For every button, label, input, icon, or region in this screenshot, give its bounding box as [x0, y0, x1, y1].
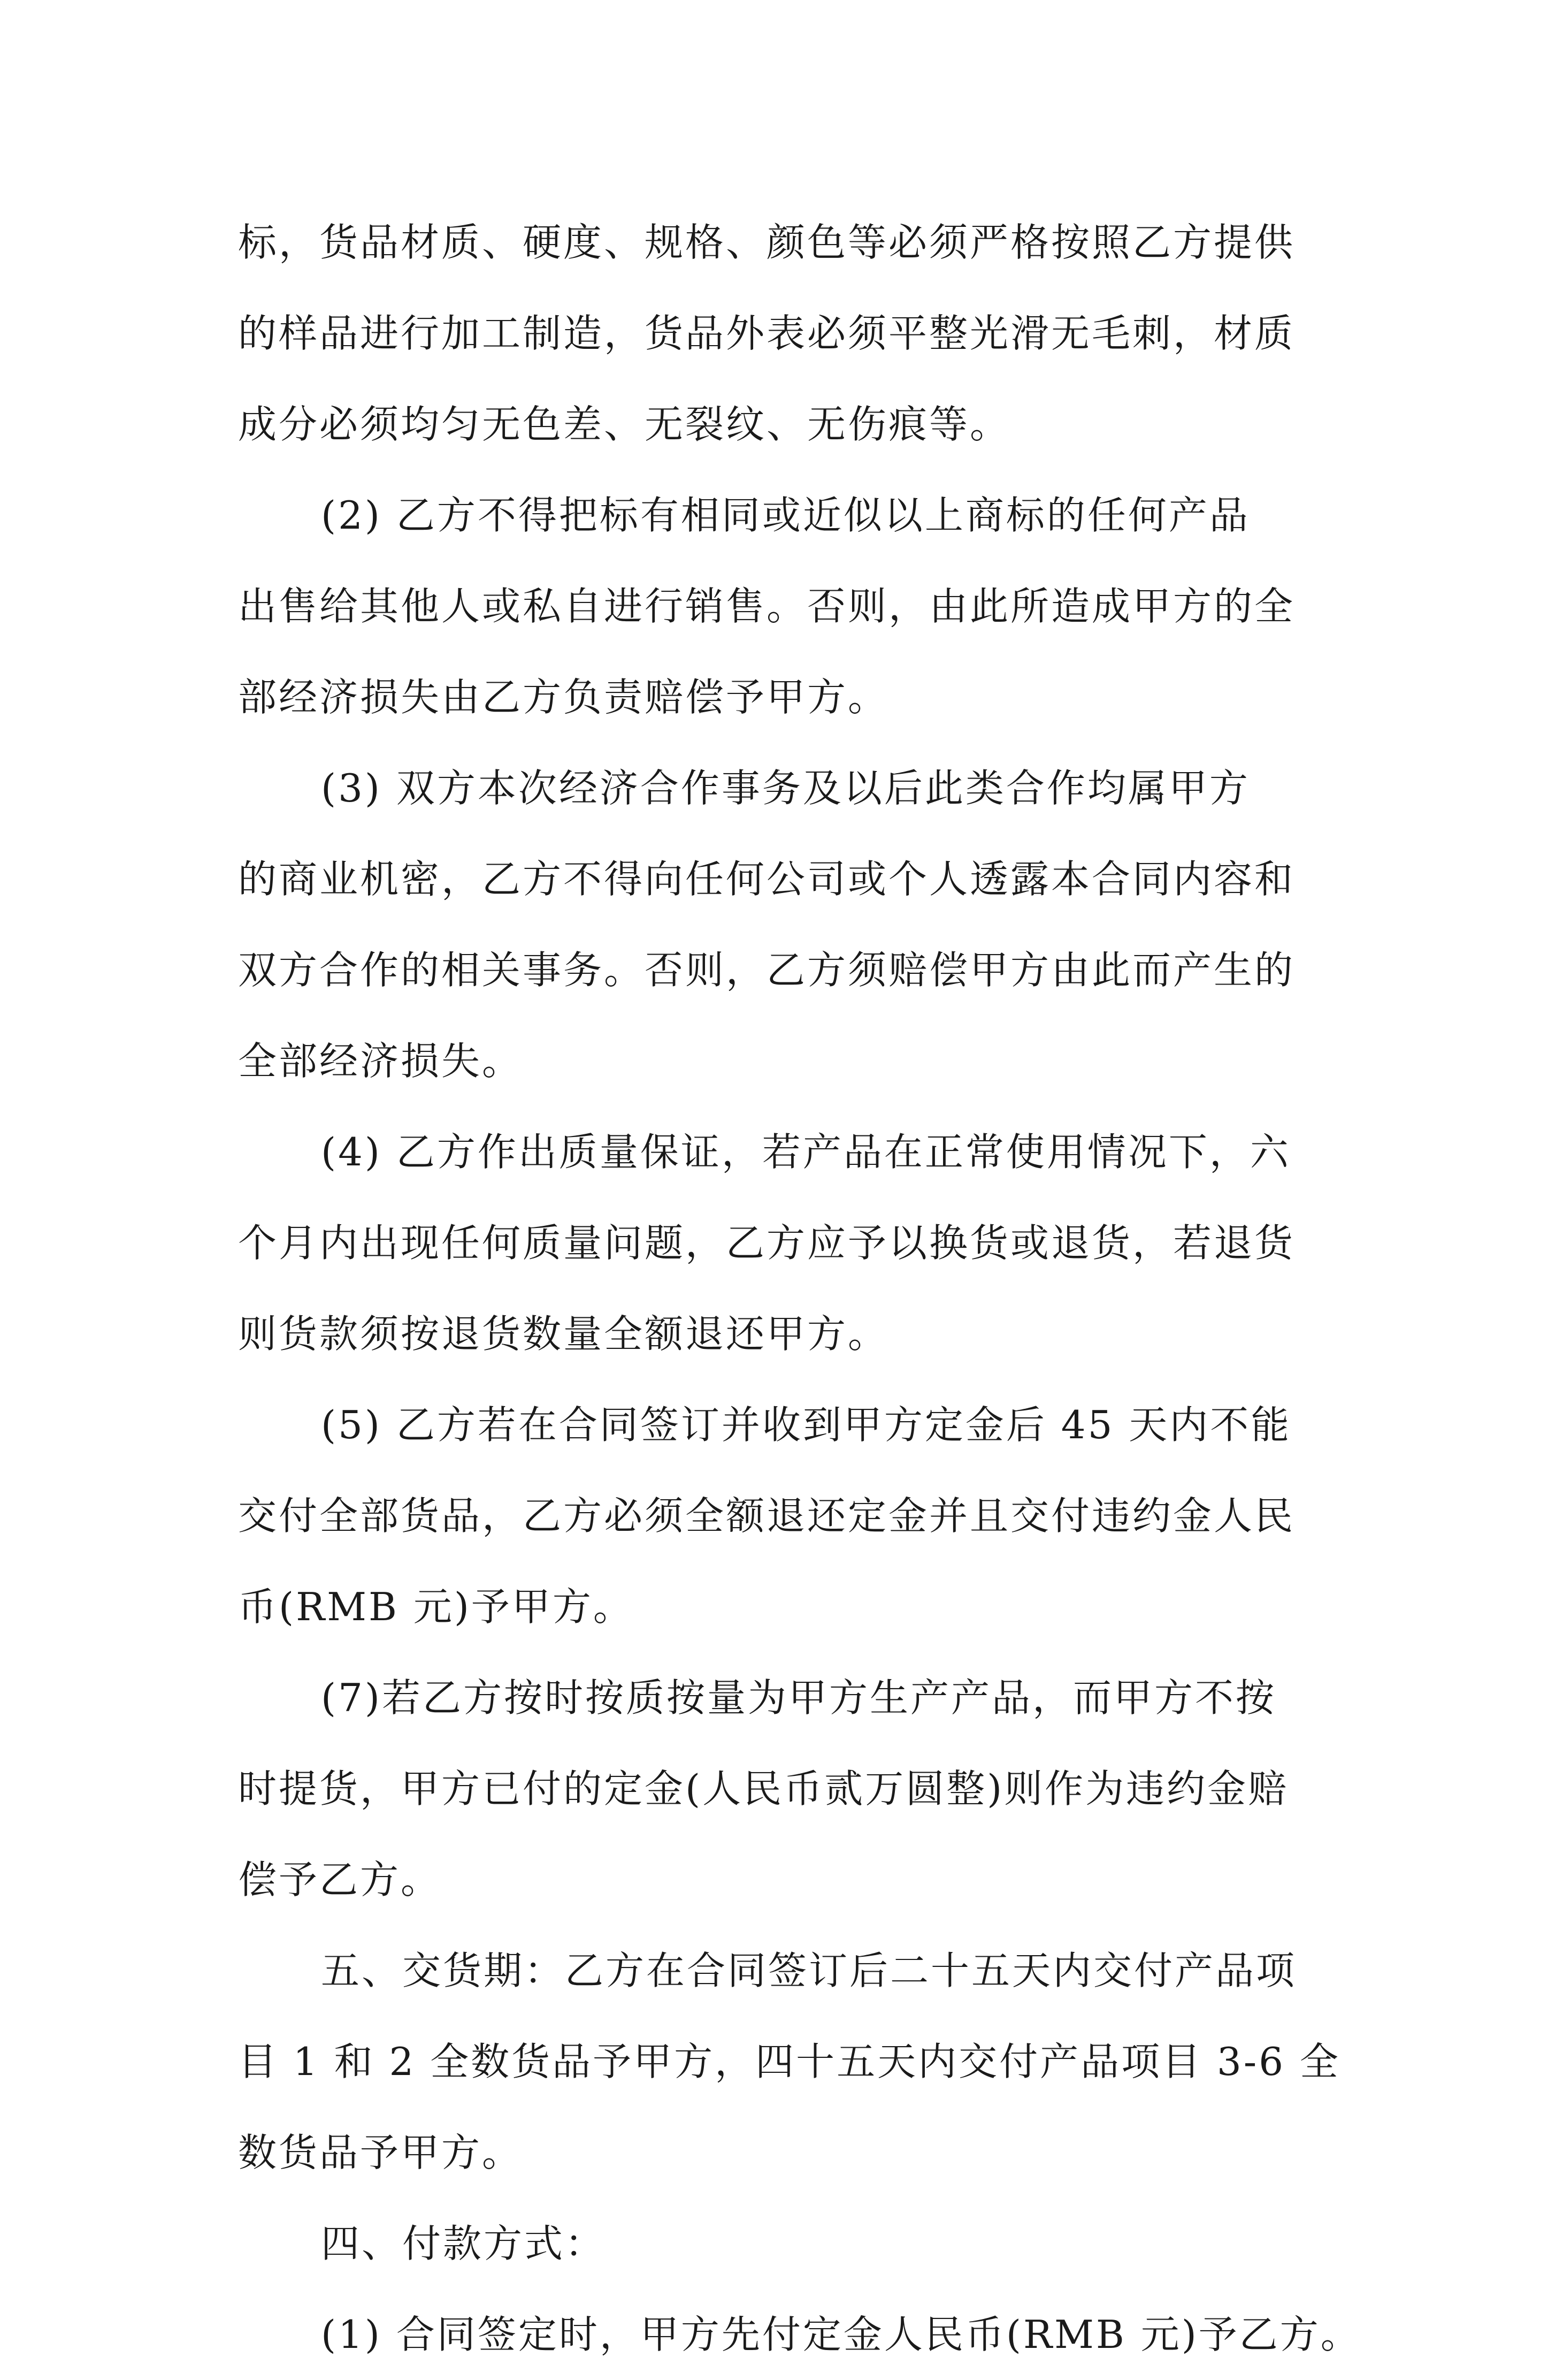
text-line: 五、交货期：乙方在合同签订后二十五天内交付产品项: [321, 1948, 1297, 1993]
contract-text: [238, 197, 1361, 2380]
text-line: 数货品予甲方。: [238, 2130, 523, 2175]
text-line: 时提货，甲方已付的定金(人民币贰万圆整)则作为违约金赔: [238, 1766, 1289, 1811]
text-line: 双方合作的相关事务。否则，乙方须赔偿甲方由此而产生的: [238, 948, 1296, 993]
text-line: 个月内出现任何质量问题，乙方应予以换货或退货，若退货: [238, 1220, 1296, 1265]
text-line: 成分必须均匀无色差、无裂纹、无伤痕等。: [238, 402, 1011, 447]
text-line: (3) 双方本次经济合作事务及以后此类合作均属甲方: [321, 766, 1250, 811]
text-line: (1) 合同签定时，甲方先付定金人民币(RMB 元)予乙方。: [321, 2312, 1361, 2357]
text-line: 四、付款方式：: [321, 2221, 606, 2266]
text-line: 的样品进行加工制造，货品外表必须平整光滑无毛刺，材质: [238, 311, 1296, 356]
text-line: (7)若乙方按时按质按量为甲方生产产品，而甲方不按: [321, 1675, 1276, 1720]
text-line: 的商业机密，乙方不得向任何公司或个人透露本合同内容和: [238, 857, 1296, 902]
text-line: 出售给其他人或私自进行销售。否则，由此所造成甲方的全: [238, 584, 1296, 629]
text-line: 全部经济损失。: [238, 1039, 523, 1084]
text-line: 交付全部货品，乙方必须全额退还定金并且交付违约金人民: [238, 1493, 1296, 1538]
text-line: 标，货品材质、硬度、规格、颜色等必须严格按照乙方提供: [238, 220, 1296, 265]
text-line: (5) 乙方若在合同签订并收到甲方定金后 45 天内不能: [321, 1402, 1292, 1447]
text-line: 目 1 和 2 全数货品予甲方，四十五天内交付产品项目 3-6 全: [238, 2039, 1340, 2084]
text-line: 偿予乙方。: [238, 1857, 442, 1902]
text-line: (4) 乙方作出质量保证，若产品在正常使用情况下，六: [321, 1130, 1291, 1174]
text-line: 部经济损失由乙方负责赔偿予甲方。: [238, 675, 889, 720]
text-line: 币(RMB 元)予甲方。: [238, 1584, 634, 1629]
text-line: 则货款须按退货数量全额退还甲方。: [238, 1311, 889, 1356]
text-line: (2) 乙方不得把标有相同或近似以上商标的任何产品: [321, 493, 1250, 538]
